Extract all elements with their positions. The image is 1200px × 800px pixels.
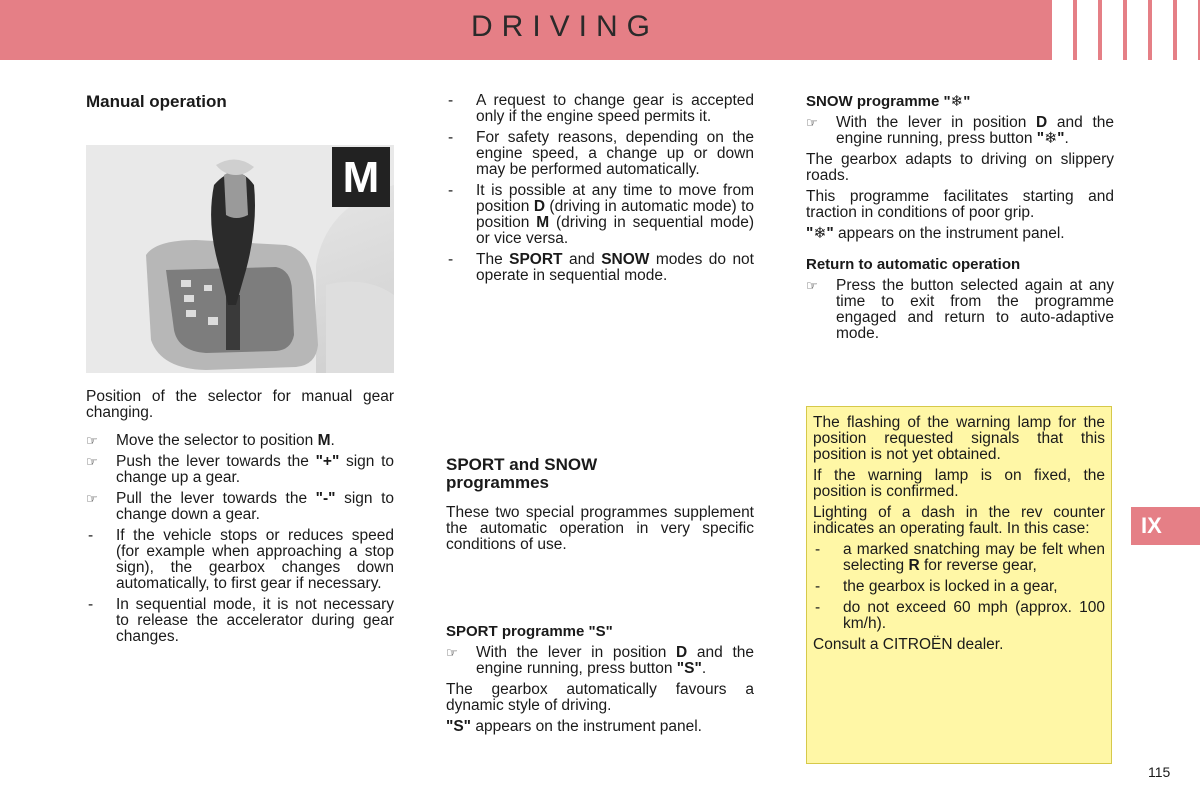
col3-text <box>806 93 1114 347</box>
item-text: sign to change up a gear. <box>116 453 394 486</box>
item-text: If the vehicle stops or reduces speed (for example when approaching a stop sign), the gearbox changes down automatically, to first gear if necessary. <box>116 527 394 592</box>
item-bold: D <box>1036 114 1048 131</box>
item-text: A request to change gear is accepted only if the engine speed permits it. <box>476 92 754 125</box>
bullet-item <box>806 115 1114 147</box>
snow-paragraph: This programme facilitates starting and traction in conditions of poor grip. <box>806 188 1114 221</box>
header-stripe <box>1102 0 1123 60</box>
header-stripe <box>1152 0 1173 60</box>
item-text: modes do not operate in sequential mode. <box>476 251 754 284</box>
bullet-item <box>86 491 394 523</box>
warning-note-box <box>806 406 1112 764</box>
item-text: Press the button selected again at any time to exit from the programme engaged and return to auto-adaptive mode. <box>836 277 1114 342</box>
item-text: Move the selector to position <box>116 432 318 449</box>
dash-marker: - <box>815 541 821 558</box>
header-stripe <box>1052 0 1073 60</box>
item-text: With the lever in position <box>836 114 1037 131</box>
gear-selector-photo <box>86 145 394 373</box>
section-heading-snow: SNOW programme "❄" <box>806 93 971 110</box>
dash-item <box>446 252 754 284</box>
item-bold: "+" <box>315 453 340 470</box>
item-text: Push the lever towards the <box>116 453 316 470</box>
item-bold: SPORT <box>509 251 563 268</box>
dash-marker: - <box>815 599 821 616</box>
chapter-tab: IX <box>1131 507 1200 545</box>
section-heading-sport-snow: SPORT and SNOW programmes <box>446 455 598 492</box>
item-bold: "S" <box>676 660 702 677</box>
item-bold: M <box>536 214 550 231</box>
dash-marker: - <box>88 596 94 613</box>
dash-item <box>86 597 394 645</box>
item-text: The <box>476 251 510 268</box>
item-text: for reverse gear, <box>919 557 1037 574</box>
item-bold: "-" <box>315 490 336 507</box>
dash-item <box>446 183 754 247</box>
pointing-hand-icon: ☞ <box>86 433 98 448</box>
page-number: 115 <box>1148 764 1171 780</box>
col2-intro <box>446 505 754 558</box>
header-stripe <box>1077 0 1098 60</box>
item-bold: "S" <box>446 718 472 735</box>
item-text: and <box>562 251 602 268</box>
col1-text <box>86 389 394 650</box>
sport-snow-intro: These two special programmes supplement the automatic operation in very specific conditions of use. <box>446 504 754 553</box>
item-text: (driving in sequential mode) or vice versa. <box>476 214 754 247</box>
dash-marker: - <box>815 578 821 595</box>
header-band <box>0 0 1200 60</box>
item-bold: SNOW <box>601 251 650 268</box>
photo-caption: Position of the selector for manual gear changing. <box>86 388 394 421</box>
item-text: (driving in automatic mode) to position <box>476 198 754 231</box>
note-paragraph: Consult a CITROËN dealer. <box>813 636 1004 653</box>
bullet-item <box>446 645 754 677</box>
dash-marker: - <box>448 129 454 146</box>
item-bold: "❄" <box>806 225 834 242</box>
item-text: Pull the lever towards the <box>116 490 316 507</box>
m-mode-badge: M <box>332 147 390 207</box>
item-bold: D <box>533 198 546 215</box>
item-bold: D <box>676 644 688 661</box>
snow-paragraph <box>806 226 1114 242</box>
item-bold: "❄" <box>1036 130 1065 147</box>
item-text: the gearbox is locked in a gear, <box>843 578 1058 595</box>
page-title: DRIVING <box>470 10 659 43</box>
item-text: . <box>701 660 707 677</box>
note-paragraph: If the warning lamp is on fixed, the position is confirmed. <box>813 467 1105 500</box>
item-bold: R <box>908 557 920 574</box>
col2-dashes <box>446 93 754 289</box>
item-text: In sequential mode, it is not necessary to release the accelerator during gear changes. <box>116 596 394 645</box>
dash-item <box>446 130 754 178</box>
pointing-hand-icon: ☞ <box>86 491 98 506</box>
dash-marker: - <box>448 182 454 199</box>
item-text: and the engine running, press button <box>836 114 1114 147</box>
item-text: It is possible at any time to move from position <box>476 182 754 215</box>
dash-item <box>813 579 1105 595</box>
dash-marker: - <box>88 527 94 544</box>
sport-paragraph: The gearbox automatically favours a dynamic style of driving. <box>446 681 754 714</box>
item-text: appears on the instrument panel. <box>471 718 702 735</box>
item-text: appears on the instrument panel. <box>833 225 1065 242</box>
bullet-item <box>806 278 1114 342</box>
header-stripe <box>1177 0 1198 60</box>
bullet-item <box>86 454 394 486</box>
item-bold: M <box>317 432 331 449</box>
item-text: . <box>1064 130 1069 147</box>
section-heading-return: Return to automatic operation <box>806 256 1021 273</box>
dash-marker: - <box>448 92 454 109</box>
dash-item <box>813 600 1105 632</box>
dash-item <box>446 93 754 125</box>
col2-sport <box>446 623 754 740</box>
pointing-hand-icon: ☞ <box>446 645 458 660</box>
item-text: a marked snatching may be felt when selecting <box>843 541 1105 574</box>
item-text: For safety reasons, depending on the engine speed, a change up or down may be performed automatically. <box>476 129 754 178</box>
dash-item <box>86 528 394 592</box>
item-text: sign to change down a gear. <box>116 490 394 523</box>
section-heading-manual: Manual operation <box>86 92 227 111</box>
pointing-hand-icon: ☞ <box>806 278 818 293</box>
note-paragraph: The flashing of the warning lamp for the position requested signals that this position is not yet obtained. <box>813 414 1105 463</box>
dash-marker: - <box>448 251 454 268</box>
item-text: and the engine running, press button <box>476 644 754 677</box>
item-text: do not exceed 60 mph (approx. 100 km/h). <box>843 599 1105 632</box>
item-text: . <box>330 432 335 449</box>
snow-paragraph: The gearbox adapts to driving on slippery roads. <box>806 151 1114 184</box>
pointing-hand-icon: ☞ <box>86 454 98 469</box>
header-stripe <box>1127 0 1148 60</box>
section-heading-sport: SPORT programme "S" <box>446 623 613 640</box>
bullet-item <box>86 433 394 449</box>
note-paragraph: Lighting of a dash in the rev counter indicates an operating fault. In this case: <box>813 504 1105 537</box>
dash-item <box>813 542 1105 574</box>
sport-paragraph <box>446 719 754 735</box>
pointing-hand-icon: ☞ <box>806 115 818 130</box>
item-text: With the lever in position <box>476 644 677 661</box>
